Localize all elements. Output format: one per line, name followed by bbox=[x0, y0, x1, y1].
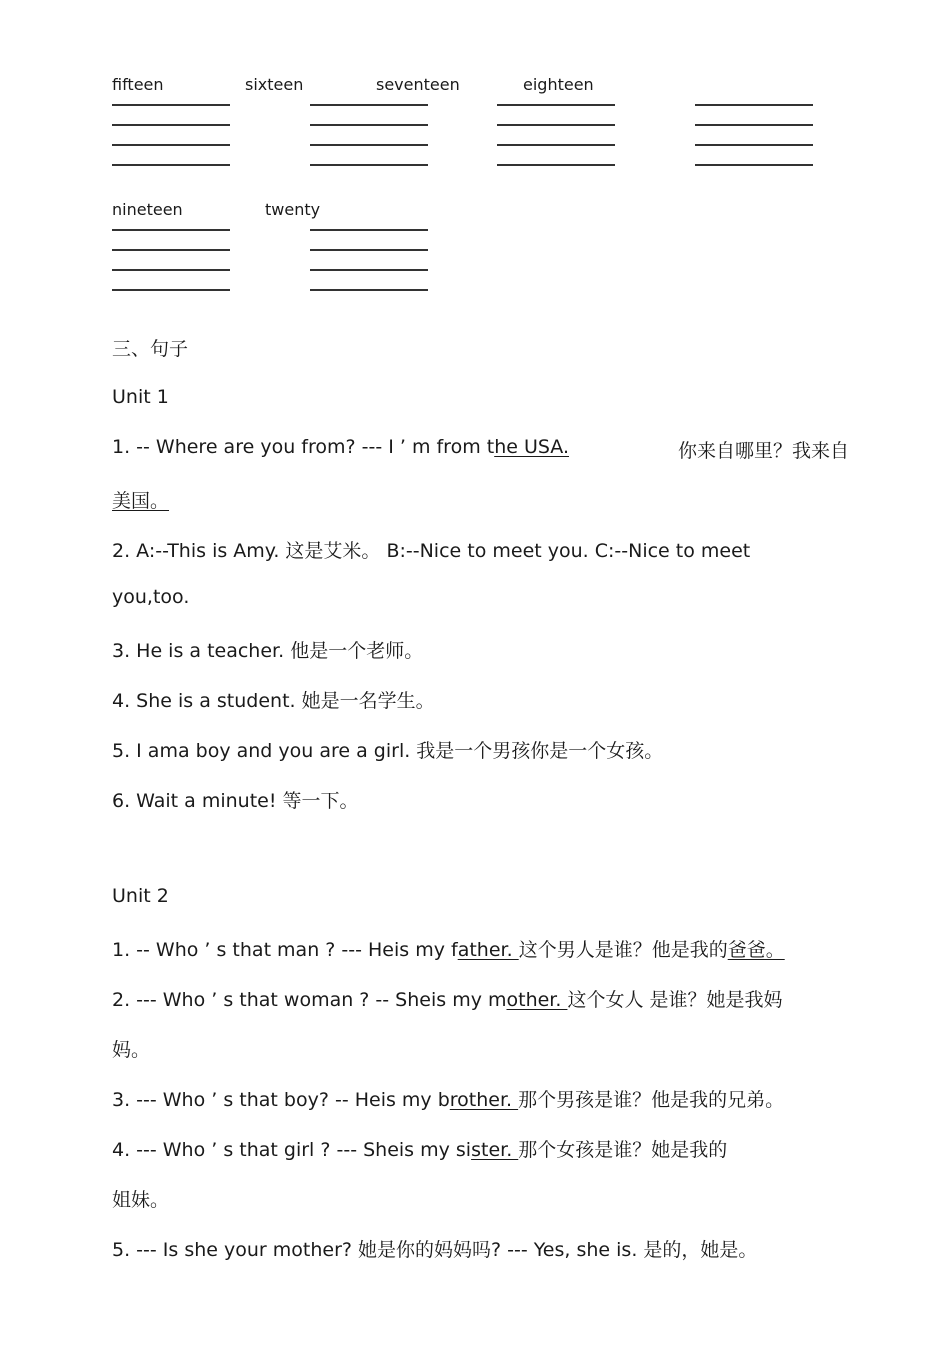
unit2-s4-english: 4. --- Who ’ s that girl ? --- Sheis my si bbox=[112, 1139, 472, 1161]
unit1-sentence-1 bbox=[112, 436, 569, 458]
unit2-s2-chinese: 这个女人 是谁？她是我妈 bbox=[567, 989, 783, 1011]
word-twenty: twenty bbox=[265, 200, 321, 219]
unit2-sentence-3 bbox=[112, 1085, 784, 1112]
unit2-title: Unit 2 bbox=[112, 885, 169, 907]
unit1-s1-chinese-cont: 美国。 bbox=[112, 490, 170, 512]
unit2-sentence-4-cont: 姐妹。 bbox=[112, 1189, 170, 1211]
unit1-sentence-3: 3. He is a teacher. 他是一个老师。 bbox=[112, 640, 424, 662]
unit2-sentence-2-cont: 妈。 bbox=[112, 1039, 151, 1061]
unit2-sentence-1 bbox=[112, 935, 785, 962]
unit2-s1-english: 1. -- Who ’ s that man ? --- Heis my f bbox=[112, 939, 458, 961]
unit1-s1-chinese: 你来自哪里？我来自 bbox=[678, 440, 850, 462]
word-seventeen: seventeen bbox=[376, 75, 460, 94]
unit2-sentence-4 bbox=[112, 1135, 727, 1162]
word-fifteen: fifteen bbox=[112, 75, 164, 94]
unit1-sentence-4: 4. She is a student. 她是一名学生。 bbox=[112, 690, 435, 712]
word-sixteen: sixteen bbox=[245, 75, 304, 94]
unit1-sentence-2-cont: you,too. bbox=[112, 586, 190, 608]
unit1-s1-english: 1. -- Where are you from? --- I ’ m from t bbox=[112, 436, 495, 458]
unit2-s1-chinese-underlined: 爸爸。 bbox=[727, 939, 785, 961]
unit2-s2-underlined: other. bbox=[506, 989, 568, 1011]
word-nineteen: nineteen bbox=[112, 200, 183, 219]
unit2-s1-chinese: 这个男人是谁？他是我的 bbox=[518, 939, 728, 961]
unit2-sentence-5: 5. --- Is she your mother? 她是你的妈妈吗? --- Yes, she is. 是的，她是。 bbox=[112, 1239, 758, 1261]
unit2-s3-english: 3. --- Who ’ s that boy? -- Heis my b bbox=[112, 1089, 450, 1111]
unit1-sentence-6: 6. Wait a minute! 等一下。 bbox=[112, 790, 359, 812]
unit1-sentence-5: 5. I ama boy and you are a girl. 我是一个男孩你是一个女孩。 bbox=[112, 740, 664, 762]
unit1-s1-underlined: he USA. bbox=[494, 436, 569, 458]
unit2-s4-chinese: 那个女孩是谁？她是我的 bbox=[518, 1139, 728, 1161]
unit1-title: Unit 1 bbox=[112, 386, 169, 408]
unit2-s3-chinese: 那个男孩是谁？他是我的兄弟。 bbox=[518, 1089, 785, 1111]
word-eighteen: eighteen bbox=[523, 75, 594, 94]
unit2-sentence-2 bbox=[112, 985, 783, 1012]
unit2-s4-underlined: ster. bbox=[471, 1139, 519, 1161]
unit2-s2-english: 2. --- Who ’ s that woman ? -- Sheis my m bbox=[112, 989, 507, 1011]
section-title: 三、句子 bbox=[112, 338, 189, 360]
unit2-s1-underlined: ather. bbox=[457, 939, 519, 961]
unit2-s3-underlined: rother. bbox=[449, 1089, 519, 1111]
unit1-sentence-2: 2. A:--This is Amy. 这是艾米。 B:--Nice to meet you. C:--Nice to meet bbox=[112, 540, 751, 562]
